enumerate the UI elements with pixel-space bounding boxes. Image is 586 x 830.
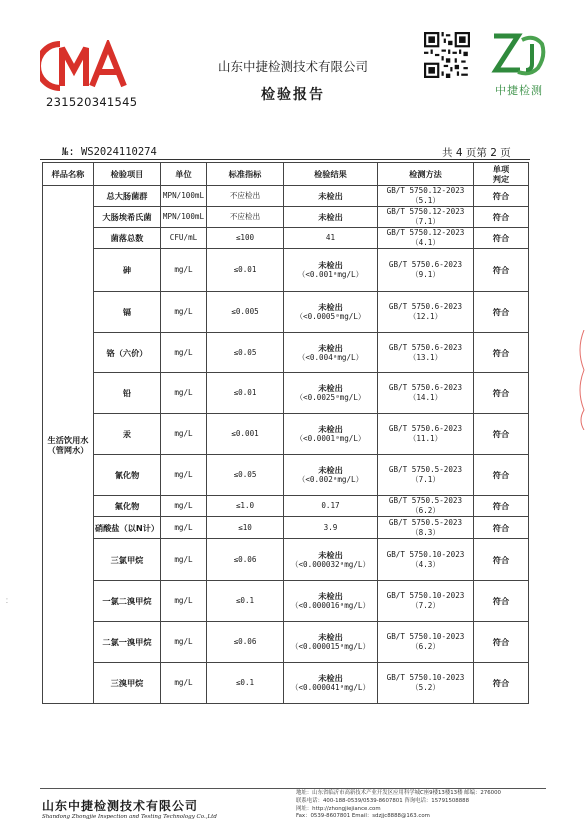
standard-cell: ≤100 <box>207 228 284 249</box>
item-cell: 铬（六价） <box>94 333 161 373</box>
verdict-cell: 符合 <box>474 373 529 414</box>
table-row <box>43 517 529 539</box>
result-detection-limit: （<0.000032ᵃmg/L） <box>290 559 371 569</box>
result-cell <box>284 414 378 455</box>
table-row <box>43 373 529 414</box>
standard-cell: ≤1.0 <box>207 496 284 517</box>
result-cell <box>284 292 378 333</box>
qr-code-icon <box>424 32 470 78</box>
result-value: 未检出 <box>318 673 343 683</box>
method-standard: GB/T 5750.6-2023 <box>388 424 463 433</box>
method-standard: GB/T 5750.5-2023 <box>388 465 463 474</box>
standard-cell: ≤0.01 <box>207 373 284 414</box>
result-detection-limit: （<0.000015ᵃmg/L） <box>290 642 371 651</box>
item-cell: 三溴甲烷 <box>94 663 161 704</box>
item-cell: 镉 <box>94 292 161 333</box>
table-row <box>43 249 529 292</box>
brand-name: 中捷检测 <box>495 84 543 97</box>
report-title: 检验报告 <box>261 87 325 103</box>
method-standard: GB/T 5750.6-2023 <box>388 302 463 311</box>
result-cell <box>284 517 378 539</box>
method-section: （5.2） <box>411 683 440 692</box>
unit-cell: MPN/100mL <box>161 186 207 207</box>
standard-cell: ≤0.001 <box>207 414 284 455</box>
item-cell: 一氯二溴甲烷 <box>94 581 161 622</box>
footer-company-name: 山东中捷检测技术有限公司 <box>42 799 199 813</box>
method-section: （4.3） <box>411 559 440 569</box>
method-section: （8.3） <box>411 527 440 537</box>
unit-cell: mg/L <box>161 333 207 373</box>
result-value: 未检出 <box>318 342 343 353</box>
footer-website: 网址：http://zhongjiejiance.com <box>296 805 381 812</box>
method-section: （14.1） <box>408 393 443 402</box>
standard-cell: ≤0.06 <box>207 622 284 663</box>
unit-cell: mg/L <box>161 581 207 622</box>
result-cell <box>284 186 378 207</box>
verdict-cell: 符合 <box>474 581 529 622</box>
method-cell <box>378 292 474 333</box>
standard-cell: ≤10 <box>207 517 284 539</box>
method-cell <box>378 663 474 704</box>
item-cell: 菌落总数 <box>94 228 161 249</box>
cma-certificate-code: 231520341545 <box>46 95 138 109</box>
result-value: 0.17 <box>321 501 340 510</box>
method-section: （4.1） <box>411 238 440 247</box>
unit-cell: mg/L <box>161 414 207 455</box>
verdict-cell: 符合 <box>474 228 529 249</box>
method-cell <box>378 496 474 517</box>
method-cell <box>378 622 474 663</box>
unit-cell: mg/L <box>161 292 207 333</box>
result-value: 未检出 <box>318 465 343 475</box>
method-section: （7.1） <box>411 217 440 226</box>
standard-cell: 不应检出 <box>207 186 284 207</box>
method-section: （9.1） <box>411 270 440 279</box>
method-section: （12.1） <box>408 312 443 321</box>
verdict-cell: 符合 <box>474 292 529 333</box>
item-cell: 铅 <box>94 373 161 414</box>
result-detection-limit: （<0.0025ᵃmg/L） <box>295 393 366 402</box>
result-value: 未检出 <box>318 383 343 393</box>
method-cell <box>378 414 474 455</box>
item-cell: 汞 <box>94 414 161 455</box>
verdict-cell: 符合 <box>474 455 529 496</box>
result-cell <box>284 539 378 581</box>
method-cell <box>378 539 474 581</box>
result-value: 未检出 <box>318 549 343 560</box>
unit-cell: mg/L <box>161 496 207 517</box>
result-cell <box>284 663 378 704</box>
col-header-verdict: 单项 判定 <box>474 163 529 186</box>
method-section: （7.1） <box>411 475 440 484</box>
unit-cell: mg/L <box>161 663 207 704</box>
col-header-standard: 标准指标 <box>207 163 284 186</box>
result-cell <box>284 249 378 292</box>
table-row <box>43 292 529 333</box>
results-table <box>42 162 529 704</box>
result-cell <box>284 333 378 373</box>
table-body <box>43 186 529 704</box>
result-cell <box>284 207 378 228</box>
col-header-item: 检验项目 <box>94 163 161 186</box>
method-standard: GB/T 5750.12-2023 <box>386 228 465 237</box>
result-value: 未检出 <box>318 302 343 312</box>
method-section: （6.2） <box>411 642 440 651</box>
header-divider <box>40 159 530 160</box>
item-cell: 大肠埃希氏菌 <box>94 207 161 228</box>
verdict-cell: 符合 <box>474 517 529 539</box>
cma-logo <box>40 40 132 92</box>
method-cell <box>378 333 474 373</box>
zhongjie-brand-logo <box>488 30 548 80</box>
footer-phone: 联系电话：400-188-0539/0539-8607801 咨询电话：15791508888 <box>296 797 470 804</box>
method-section: （6.2） <box>411 506 440 515</box>
verdict-cell: 符合 <box>474 663 529 704</box>
method-standard: GB/T 5750.6-2023 <box>388 383 463 392</box>
method-standard: GB/T 5750.10-2023 <box>386 591 465 600</box>
unit-cell: mg/L <box>161 517 207 539</box>
result-value: 未检出 <box>318 191 343 201</box>
standard-cell: ≤0.1 <box>207 581 284 622</box>
result-value: 未检出 <box>318 260 343 270</box>
unit-cell: mg/L <box>161 539 207 581</box>
result-detection-limit: （<0.001ᵃmg/L） <box>297 270 364 279</box>
standard-cell: ≤0.06 <box>207 539 284 581</box>
method-standard: GB/T 5750.5-2023 <box>388 496 463 505</box>
standard-cell: ≤0.01 <box>207 249 284 292</box>
method-cell <box>378 228 474 249</box>
result-cell <box>284 455 378 496</box>
footer-address: 地址：山东省临沂市高新技术产业开发区应用科学城C座9楼13楼13楼 邮编：276000 <box>296 790 501 796</box>
col-header-method: 检测方法 <box>378 163 474 186</box>
result-detection-limit: （<0.0001ᵃmg/L） <box>295 434 366 443</box>
method-section: （5.1） <box>411 196 440 205</box>
table-row <box>43 496 529 517</box>
verdict-cell: 符合 <box>474 249 529 292</box>
result-cell <box>284 581 378 622</box>
result-value: 3.9 <box>323 522 338 532</box>
table-row <box>43 414 529 455</box>
footer-company-english: Shandong Zhongjie Inspection and Testing Technology Co.,Ltd <box>42 814 217 820</box>
standard-cell: 不应检出 <box>207 207 284 228</box>
method-cell <box>378 207 474 228</box>
method-standard: GB/T 5750.12-2023 <box>386 186 465 195</box>
result-cell <box>284 622 378 663</box>
standard-cell: ≤0.1 <box>207 663 284 704</box>
method-section: （7.2） <box>411 601 440 610</box>
result-detection-limit: （<0.000041ᵃmg/L） <box>290 683 371 692</box>
margin-dot: ⁚ <box>6 598 8 605</box>
col-header-sample: 样品名称 <box>43 163 94 186</box>
footer-fax-email: Fax：0539-8607801 Email：sdzjjc8888@163.com <box>296 813 430 820</box>
unit-cell: mg/L <box>161 373 207 414</box>
method-standard: GB/T 5750.12-2023 <box>386 207 465 216</box>
verdict-cell: 符合 <box>474 539 529 581</box>
unit-cell: mg/L <box>161 622 207 663</box>
result-value: 未检出 <box>318 591 343 601</box>
result-detection-limit: （<0.000016ᵃmg/L） <box>290 601 371 610</box>
result-value: 未检出 <box>318 632 343 642</box>
verdict-cell: 符合 <box>474 414 529 455</box>
col-header-result: 检验结果 <box>284 163 378 186</box>
page-info: 共 4 页第 2 页 <box>442 147 511 159</box>
item-cell: 三氯甲烷 <box>94 539 161 581</box>
method-cell <box>378 186 474 207</box>
method-standard: GB/T 5750.10-2023 <box>386 673 465 682</box>
method-cell <box>378 249 474 292</box>
standard-cell: ≤0.005 <box>207 292 284 333</box>
method-cell <box>378 455 474 496</box>
method-standard: GB/T 5750.5-2023 <box>388 517 463 527</box>
table-row <box>43 186 529 207</box>
item-cell: 硝酸盐（以N计） <box>94 517 161 539</box>
result-cell <box>284 496 378 517</box>
unit-cell: mg/L <box>161 249 207 292</box>
report-number: №: WS2024110274 <box>62 146 157 158</box>
method-cell <box>378 373 474 414</box>
table-row <box>43 663 529 704</box>
method-section: （13.1） <box>408 352 443 362</box>
item-cell: 总大肠菌群 <box>94 186 161 207</box>
table-row <box>43 539 529 581</box>
footer-contact-info <box>296 790 546 821</box>
result-detection-limit: （<0.004ᵃmg/L） <box>297 352 364 362</box>
edge-seal-stamp <box>574 330 586 430</box>
company-name-header: 山东中捷检测技术有限公司 <box>217 59 368 74</box>
verdict-cell: 符合 <box>474 622 529 663</box>
item-cell: 氰化物 <box>94 455 161 496</box>
verdict-cell: 符合 <box>474 333 529 373</box>
result-value: 未检出 <box>318 424 343 434</box>
result-detection-limit: （<0.002ᵃmg/L） <box>297 475 364 484</box>
standard-cell: ≤0.05 <box>207 455 284 496</box>
item-cell: 砷 <box>94 249 161 292</box>
method-standard: GB/T 5750.10-2023 <box>386 549 465 559</box>
verdict-cell: 符合 <box>474 186 529 207</box>
standard-cell: ≤0.05 <box>207 333 284 373</box>
footer-divider <box>40 788 546 789</box>
result-cell <box>284 373 378 414</box>
unit-cell: MPN/100mL <box>161 207 207 228</box>
item-cell: 二氯一溴甲烷 <box>94 622 161 663</box>
item-cell: 氟化物 <box>94 496 161 517</box>
table-row <box>43 228 529 249</box>
table-header-row <box>43 163 529 186</box>
verdict-cell: 符合 <box>474 207 529 228</box>
result-cell <box>284 228 378 249</box>
result-value: 41 <box>325 233 336 242</box>
method-standard: GB/T 5750.6-2023 <box>388 260 463 269</box>
method-cell <box>378 517 474 539</box>
col-header-unit: 单位 <box>161 163 207 186</box>
method-section: （11.1） <box>408 434 443 443</box>
table-row <box>43 455 529 496</box>
table-row <box>43 581 529 622</box>
method-standard: GB/T 5750.10-2023 <box>386 632 465 641</box>
unit-cell: CFU/mL <box>161 228 207 249</box>
method-cell <box>378 581 474 622</box>
table-row <box>43 333 529 373</box>
result-detection-limit: （<0.0005ᵃmg/L） <box>295 312 366 321</box>
table-row <box>43 622 529 663</box>
table-row <box>43 207 529 228</box>
unit-cell: mg/L <box>161 455 207 496</box>
sample-category-cell: 生活饮用水 （管网水） <box>43 186 94 704</box>
verdict-cell: 符合 <box>474 496 529 517</box>
method-standard: GB/T 5750.6-2023 <box>388 342 463 352</box>
result-value: 未检出 <box>318 212 343 222</box>
